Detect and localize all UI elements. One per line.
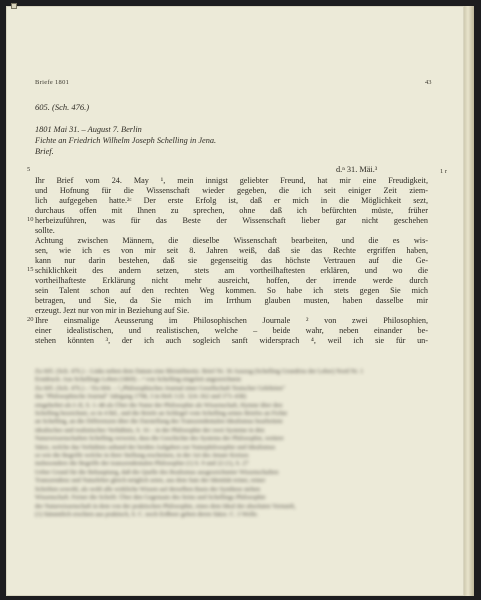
body-line: einer idealistischen, und realistischen, welche – beide wahr, neben einander be-	[35, 326, 428, 335]
footnote-line: Ueber Grund für die Behauptung, daß die Quelle des Realismus ausgezeichneter Wissenschaften	[35, 468, 279, 476]
body-line: Achtung zwischen Männern, die dieselbe Wissenschaft bearbeiten, und die es wis-	[35, 236, 428, 245]
letter-number: 605. (Sch. 476.)	[35, 102, 90, 112]
footnote-line: idealisches und realistisches Verhältnis, S. 16 – in der Philosophie der zwei Systeme in den	[35, 426, 265, 434]
footnote-line: Naturwissenschaften Schelling verweist, dass die Geschichte des Systems der Philosophie, weitere	[35, 435, 284, 443]
footnote-line: das "Philosophische Journal" Jahrgang 1798, 3 in Heft 3 (S. 324–362 und 373–438)	[35, 393, 247, 401]
body-line: schiklichkeit des andern setzen, stets am vortheilhaftesten erklären, und wo die	[35, 266, 428, 275]
body-line: herbeizuführen, was für das Beste der Wissenschaft lieber gar nicht geschehen	[35, 216, 428, 225]
body-line: sen, wie ich es von mir seit 8. Jahren weiß, daß sie das Rechte ergriffen haben,	[35, 246, 428, 255]
footnote-line: so wie die Begriffe welche in ihrer Stellung erscheinen, in der Art des Jenaer Kreises	[35, 452, 249, 460]
footnote-line: Schriften sowohl, als wohl alle wirkliche Wissen auf derselben Basis der Synthese stehen	[35, 485, 261, 493]
footnote-line: Schelling bezeichnet, so in 4 Bd., und die Briefe an Schlegel vom Schelling seines Briefes an Fichte	[35, 410, 288, 418]
body-line: lich aufgegeben hatte.²ᶜ Der erste Erfolg ist, daß er mich in die Möglichkeit sezt,	[35, 196, 428, 205]
footnote-line: Sätze, welche das Verhältnis anhand der beiden Aufgaben zur Naturphilosophie und Idealismus	[35, 443, 276, 451]
line-number: 10	[27, 216, 34, 223]
body-line: und Hofnung für die Wissenschaft wieder gegeben, die ich seit einiger Zeit ziem-	[35, 186, 428, 195]
footnote-line: insbesondere die Begriffe der transzendentalen Philosophie (1) S. 9 und 22 (1), S. 27	[35, 460, 249, 468]
letter-type: Brief.	[35, 147, 54, 156]
page-edge	[464, 6, 474, 596]
body-line: vortheilhafteste Erklärung nicht mehr ausreicht, hoffen, der irrende werde durch	[35, 276, 428, 285]
body-line: sein Talent schon auf den rechten Weg kommen. So habe ich stets gegen Sie mich	[35, 286, 428, 295]
footnote-line: der Naturwissenschaft in dem von der praktischen Philosophie, eines dem Ideal der absoluten Vernunft,	[35, 502, 296, 510]
line-number: 15	[27, 266, 34, 273]
footnote-line: Zu 605. (Sch. 476.) – ¹Zu 604. – ²„Philosophisches Journal einer Gesellschaft Teutscher Gelehrten"	[35, 384, 286, 392]
footnote-line: Zu 605. (Sch. 476.) – Links neben dem Datum eine Bleistiftnotiz. Brief Nr. 36 Auszug (Schelling Grundriss der Lehre) Nord Nr. 1	[35, 368, 364, 375]
footnote-line: Transzendenz und Naturlehre gleich möglich seien, aus dem Satz der Identität reiner, reiner	[35, 477, 266, 485]
running-header: Briefe 1801	[35, 79, 70, 86]
body-line: erzeugt. Jezt nur von mir in Beziehung auf Sie.	[35, 306, 190, 315]
body-line: kann nur darin bestehen, daß sie gegenseitig das höchste Vertrauen auf die Ge-	[35, 256, 428, 265]
letter-date-place: 1801 Mai 31. – August 7. Berlin	[35, 125, 142, 134]
body-line: Ihre einsmalige Aeusserung im Philosophischen Journale ² von zwei Philosophien,	[35, 316, 428, 325]
corner-mark	[11, 3, 17, 9]
footnote-line: (1) Sämmtlich erschien aus praktisch, S. C. noch Erdbeer geben deren Sätze. C. 3 Wolle.	[35, 510, 259, 518]
letter-dateline: d.ⁿ 31. Mäi.³	[336, 165, 378, 174]
footnote-apparatus	[35, 368, 430, 519]
line-number: 20	[27, 316, 34, 323]
footnote-line: Wissenschaft. Ferner die Schrift: Über den Gegensatz des Seins und Schellings Philosophie	[35, 494, 266, 502]
body-line: durchaus offen mit Ihnen zu sprechen, ohne daß ich befürchten müste, früher	[35, 206, 428, 215]
body-line: Ihr Brief vom 24. May ¹, mein innigst geliebter Freund, hat mir eine Freudigkeit,	[35, 176, 428, 185]
line-number: 5	[27, 166, 31, 173]
page-number: 43	[425, 79, 432, 86]
footnote-line: Erstdruck: Aus Schellings Leben (1869) – ² von Schelling eingeleit angezeichnete	[35, 376, 242, 384]
body-line: stehen könnten ³, der ich auch sogleich sanft widersprach ⁴, weil ich sie für un-	[35, 336, 428, 345]
folio-mark: 1 r	[440, 168, 448, 175]
letter-correspondents: Fichte an Friedrich Wilhelm Joseph Schelling in Jena.	[35, 136, 217, 145]
body-line: betragen, und Sie, da Sie mich im Irrthum glauben musten, haben dasselbe mir	[35, 296, 428, 305]
footnote-line: eingeheftet als I–II, S. 1–48 als Über die Natur der Philosophie als Wissenschaft, Hymne über den	[35, 401, 283, 409]
footnote-line: an Schelling, an die Differenzen über die Darstellung des Transzendentalen Idealismus bearbeitete	[35, 418, 283, 426]
body-line: sollte.	[35, 226, 55, 235]
